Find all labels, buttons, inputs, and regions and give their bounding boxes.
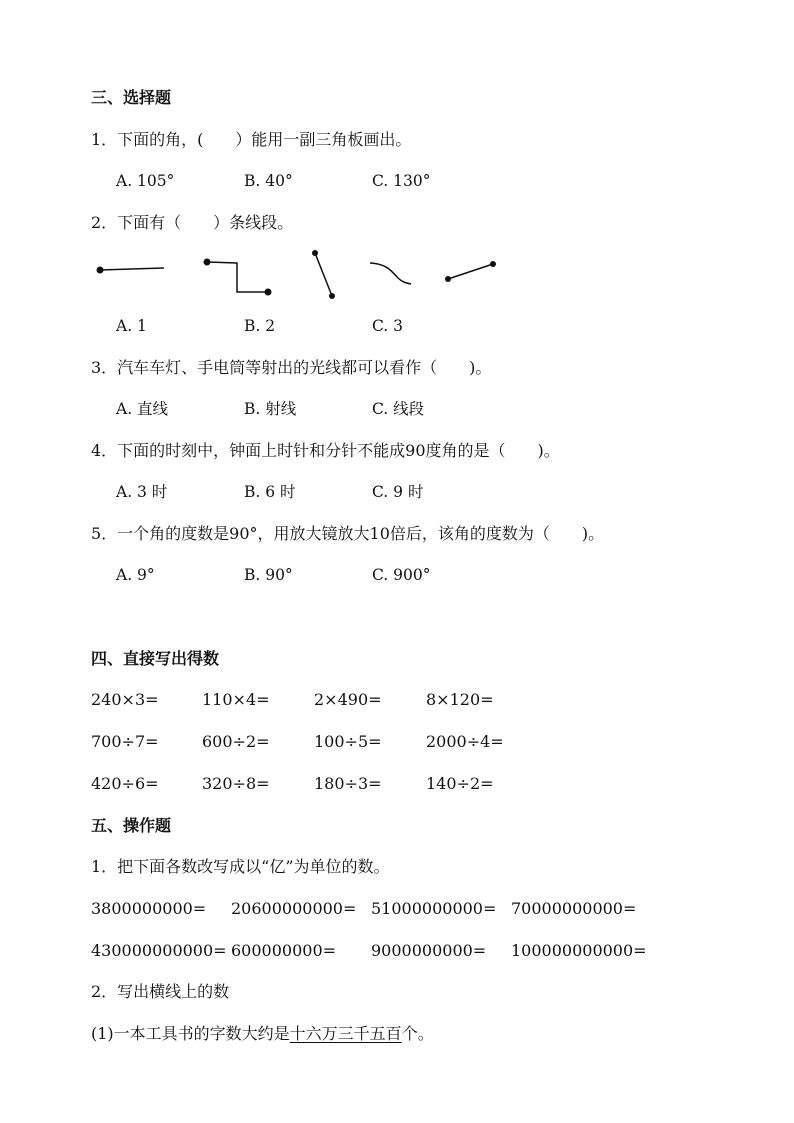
question-3-stem: 3．汽车车灯、手电筒等射出的光线都可以看作（ )。 [91,358,492,377]
calc-r2-c4: 2000÷4= [426,732,504,751]
q4-option-a: A. 3 时 [116,483,168,501]
q1-option-b: B. 40° [244,172,293,190]
q2-option-a: A. 1 [116,317,147,335]
calc-r1-c2: 110×4= [202,690,270,709]
op-question-1-stem: 1．把下面各数改写成以“亿”为单位的数。 [91,857,390,876]
calc-r3-c2: 320÷8= [202,774,270,793]
item1-prefix: (1)一本工具书的字数大约是 [91,1024,290,1043]
item1-suffix: 个。 [401,1024,434,1043]
yi-r2-c1: 430000000000= [91,941,227,960]
yi-r2-c2: 600000000= [231,941,337,960]
q1-option-c: C. 130° [372,172,431,190]
q4-option-c: C. 9 时 [372,483,424,501]
question-5-stem: 5．一个角的度数是90°，用放大镜放大10倍后，该角的度数为（ )。 [91,524,605,543]
figure-polyline [204,259,272,296]
figure-segment-3 [445,261,496,282]
line-figures [0,240,794,305]
q3-option-b: B. 射线 [244,400,297,418]
calc-r1-c1: 240×3= [91,690,159,709]
q5-option-c: C. 900° [372,566,431,584]
op-question-2-stem: 2．写出横线上的数 [91,982,230,1001]
figure-curve [370,263,411,284]
question-4-stem: 4．下面的时刻中，钟面上时针和分针不能成90度角的是（ )。 [91,441,560,460]
calc-r2-c3: 100÷5= [314,732,382,751]
calc-r1-c3: 2×490= [314,690,382,709]
calc-r3-c1: 420÷6= [91,774,159,793]
question-1-stem: 1．下面的角，( ）能用一副三角板画出。 [91,130,412,149]
yi-r1-c1: 3800000000= [91,899,207,918]
calc-r3-c4: 140÷2= [426,774,494,793]
q2-option-b: B. 2 [244,317,276,335]
yi-r2-c4: 100000000000= [511,941,647,960]
q2-option-c: C. 3 [372,317,404,335]
yi-r2-c3: 9000000000= [371,941,487,960]
q3-option-c: C. 线段 [372,400,425,418]
yi-r1-c2: 20600000000= [231,899,357,918]
q5-option-b: B. 90° [244,566,293,584]
q1-option-a: A. 105° [116,172,175,190]
figure-segment-1 [97,267,165,274]
yi-r1-c3: 51000000000= [371,899,497,918]
q5-option-a: A. 9° [116,566,155,584]
section5-title: 五、操作题 [91,816,172,835]
question-2-stem: 2．下面有（ ）条线段。 [91,213,294,232]
calc-r2-c1: 700÷7= [91,732,159,751]
calc-r1-c4: 8×120= [426,690,494,709]
op-question-2-item-1 [91,1024,434,1044]
item1-underlined-number: 十六万三千五百 [289,1024,402,1043]
section3-title: 三、选择题 [91,88,172,107]
q3-option-a: A. 直线 [116,400,169,418]
figure-segment-2 [312,250,335,299]
calc-r3-c3: 180÷3= [314,774,382,793]
yi-r1-c4: 70000000000= [511,899,637,918]
calc-r2-c2: 600÷2= [202,732,270,751]
section4-title: 四、直接写出得数 [91,649,220,668]
q4-option-b: B. 6 时 [244,483,296,501]
